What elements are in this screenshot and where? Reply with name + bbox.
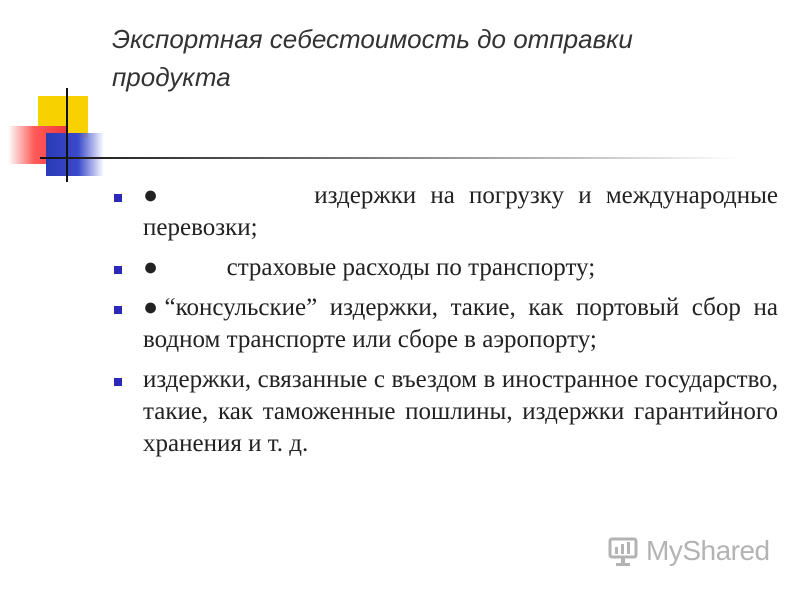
bullet-text	[143, 252, 778, 284]
bullet-square-icon	[114, 306, 122, 314]
watermark	[606, 533, 770, 569]
bullet-label: издержки на погрузку и международные перевозки;	[143, 182, 778, 241]
bullet-square-icon	[114, 194, 122, 202]
bullet-glyph: ●	[143, 294, 165, 321]
bullet-list	[110, 180, 778, 468]
watermark-text: MyShared	[646, 535, 770, 566]
bullet-item	[110, 252, 778, 284]
bullet-glyph: ●	[143, 254, 221, 281]
myshared-logo-icon	[606, 533, 642, 569]
bullet-text	[143, 292, 778, 356]
bullet-label: страховые расходы по транспорту;	[226, 254, 596, 281]
bullet-label: “консульские” издержки, такие, как портовый сбор на водном транспорте или сборе в аэропорту;	[143, 294, 778, 353]
slide-title: Экспортная себестоимость до отправки продукта	[112, 24, 633, 92]
bullet-square-icon	[114, 378, 122, 386]
bullet-item	[110, 180, 778, 244]
decor-vertical-line	[66, 88, 68, 182]
decor-blue-square	[46, 133, 104, 176]
bullet-square-icon	[114, 266, 122, 274]
bullet-text	[143, 180, 778, 244]
bullet-item	[110, 292, 778, 356]
bullet-glyph: ●	[143, 182, 309, 209]
title-underline	[40, 157, 740, 159]
bullet-text	[143, 364, 778, 460]
bullet-label: издержки, связанные с въездом в иностранное государство, такие, как таможенные пошлины, издержки гарантийного хранения и т. д.	[143, 366, 778, 457]
bullet-item	[110, 364, 778, 460]
